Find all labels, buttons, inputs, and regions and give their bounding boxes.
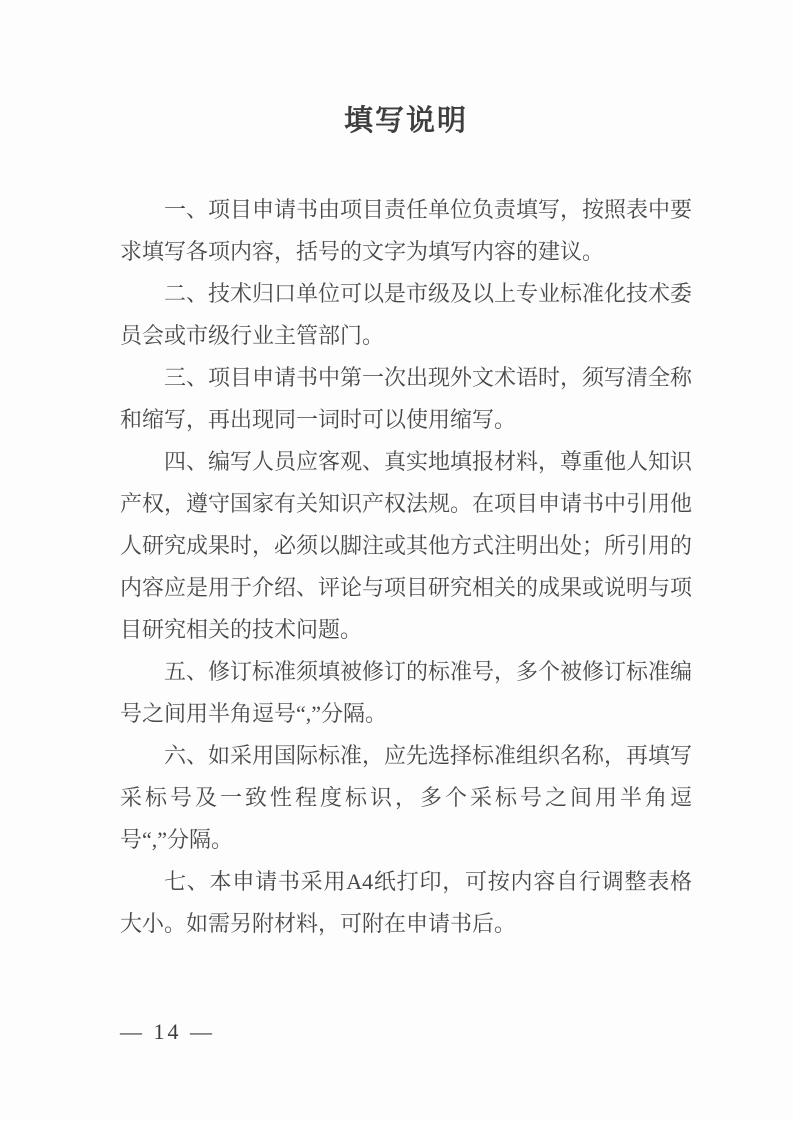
instruction-paragraph-3: 三、项目申请书中第一次出现外文术语时，须写清全称和缩写，再出现同一词时可以使用缩写。 [120, 365, 693, 432]
instruction-paragraph-2: 二、技术归口单位可以是市级及以上专业标准化技术委员会或市级行业主管部门。 [120, 281, 693, 348]
instruction-paragraph-7: 七、本申请书采用A4纸打印，可按内容自行调整表格大小。如需另附材料，可附在申请书后。 [120, 869, 692, 936]
instruction-paragraph-5: 五、修订标准须填被修订的标准号，多个被修订标准编号之间用半角逗号“,”分隔。 [120, 659, 693, 726]
page-title: 填写说明 [343, 105, 468, 137]
instruction-paragraph-4: 四、编写人员应客观、真实地填报材料，尊重他人知识产权，遵守国家有关知识产权法规。在项目申请书中引用他人研究成果时，必须以脚注或其他方式注明出处；所引用的内容应是用于介绍、评论与项目研究相关的成果或说明与项目研究相关的技术问题。 [120, 449, 693, 642]
content-column [120, 103, 692, 945]
page-number-footer: — 14 — [120, 1019, 215, 1044]
instruction-paragraph-1: 一、项目申请书由项目责任单位负责填写，按照表中要求填写各项内容，括号的文字为填写内容的建议。 [120, 197, 693, 264]
instructions-body [120, 189, 692, 945]
instruction-paragraph-6: 六、如采用国际标准，应先选择标准组织名称，再填写采标号及一致性程度标识，多个采标号之间用半角逗号“,”分隔。 [120, 743, 693, 852]
